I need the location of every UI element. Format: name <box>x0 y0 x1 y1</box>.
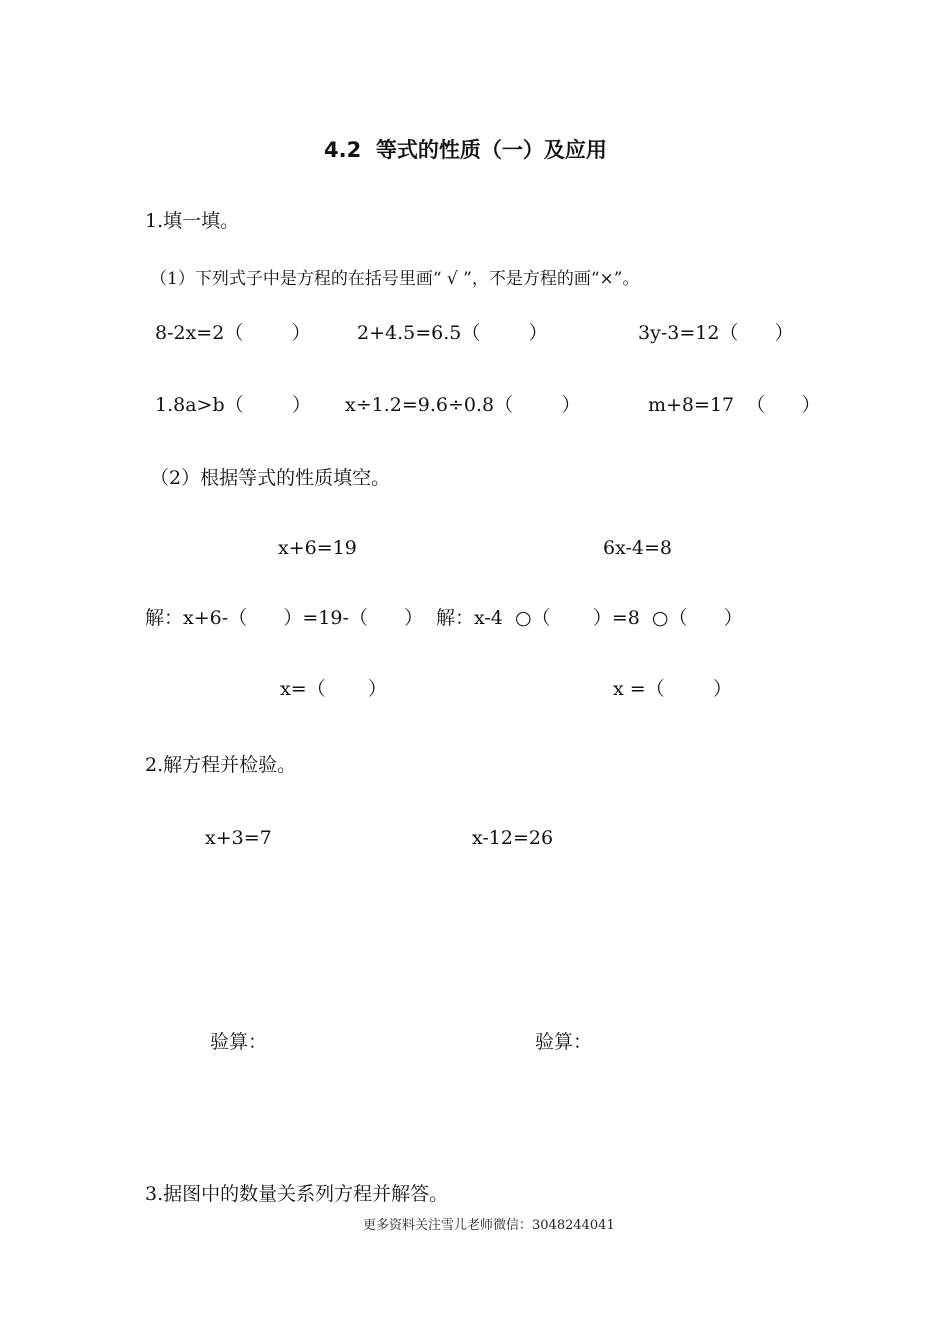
equation-item: 3y-3=12（ ） <box>638 322 794 344</box>
result-right: x =（ ） <box>613 678 732 700</box>
solution-step-left: 解：x+6-（ ）=19-（ ） <box>145 607 424 629</box>
equation-item: 2+4.5=6.5（ ） <box>357 322 548 344</box>
result-left: x=（ ） <box>280 678 387 700</box>
section3-heading: 3.据图中的数量关系列方程并解答。 <box>145 1183 449 1205</box>
section1-heading: 1.填一填。 <box>145 210 240 232</box>
equation-item: 1.8a>b（ ） <box>155 394 311 416</box>
equation-item: x÷1.2=9.6÷0.8（ ） <box>345 394 581 416</box>
equation-left: x+6=19 <box>278 537 357 559</box>
check-label-left: 验算： <box>210 1031 268 1053</box>
equation-right: 6x-4=8 <box>603 537 672 559</box>
part2-instruction: （2）根据等式的性质填空。 <box>150 467 391 489</box>
solve-equation-right: x-12=26 <box>472 827 554 849</box>
section2-heading: 2.解方程并检验。 <box>145 754 297 776</box>
solve-equation-left: x+3=7 <box>205 827 272 849</box>
equation-item: m+8=17 （ ） <box>648 394 821 416</box>
footer-note: 更多资料关注雪儿老师微信：3048244041 <box>363 1218 615 1233</box>
part1-instruction: （1）下列式子中是方程的在括号里画“ √ ”，不是方程的画“×”。 <box>150 269 640 289</box>
equation-item: 8-2x=2（ ） <box>155 322 311 344</box>
page-title: 4.2 等式的性质（一）及应用 <box>324 138 607 162</box>
solution-step-right: 解：x-4 ○（ ）=8 ○（ ） <box>436 607 743 629</box>
check-label-right: 验算： <box>535 1031 593 1053</box>
